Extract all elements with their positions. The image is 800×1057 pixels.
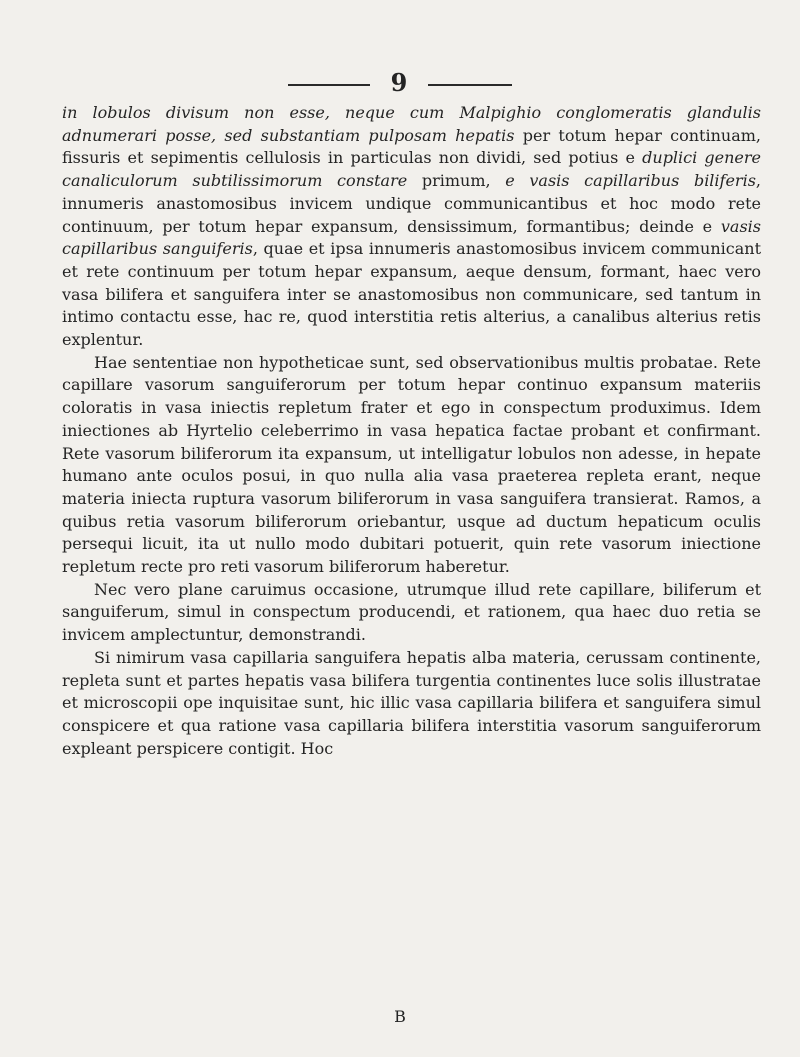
italic-text-segment: duplici genere canaliculorum subtilissimorum constare — [62, 148, 762, 191]
body-text — [62, 102, 761, 760]
text-segment: Si nimirum vasa capillaria sanguifera hepatis alba materia, cerussam continente, repleta sunt et partes hepatis vasa bilifera turgentia continentes luce solis illustratae et microscopii ope inquisitae sunt, hic illic vasa capillaria bilifera et sanguifera simul conspicere et qua ratione vasa capillaria bilifera interstitia vasorum sanguiferorum expleant perspicere contigit. Hoc — [62, 647, 761, 758]
paragraph — [62, 647, 761, 761]
italic-text-segment: e vasis capillaribus biliferis — [505, 171, 756, 191]
text-segment: per totum hepar continuam, fissuris et sepimentis cellulosis in particulas non dividi, sed potius e — [62, 125, 761, 168]
header-rule-left — [288, 84, 370, 86]
italic-text-segment: vasis capillaribus sanguiferis — [62, 216, 761, 259]
text-segment: , quae et ipsa innumeris anastomosibus invicem communicant et rete continuum per totum hepar expansum, aeque densum, formant, haec vero vasa bilifera et sanguifera inter se anastomosibus non communicare, sed tantum in intimo contactu esse, hac re, quod interstitia retis alterius, a canalibus alterius retis explentur. — [62, 239, 762, 350]
text-segment: , innumeris anastomosibus invicem undique communicantibus et hoc modo rete continuum, per totum hepar expansum, densissimum, formantibus; deinde e — [62, 171, 762, 236]
text-segment: Hae sententiae non hypotheticae sunt, sed observationibus multis probatae. Rete capillare vasorum sanguiferorum per totum hepar continuo expansum materiis coloratis in vasa iniectis repletum frater et ego in conspectum produximus. Idem iniectiones ab Hyrtelio celeberrimo in vasa hepatica factae probant et confirmant. Rete vasorum biliferorum ita expansum, ut intelligatur lobulos non adesse, in hepate humano ante oculos posui, in quo nulla alia vasa praeterea repleta erant, neque materia iniecta ruptura vasorum biliferorum in vasa sanguifera transierat. Ramos, a quibus retia vasorum biliferorum oriebantur, usque ad ductum hepaticum oculis persequi licuit, ita ut nullo modo dubitari potuerit, quin rete vasorum iniectione repletum recte pro reti vasorum biliferorum haberetur. — [62, 352, 761, 577]
paragraph — [62, 102, 761, 352]
page-header — [0, 68, 800, 98]
text-segment: Nec vero plane caruimus occasione, utrumque illud rete capillare, biliferum et sanguiferum, simul in conspectum producendi, et rationem, qua haec duo retia se invicem amplectuntur, demonstrandi. — [62, 579, 761, 645]
header-rule-right — [428, 84, 512, 86]
text-segment: primum, — [407, 171, 506, 191]
paragraph — [62, 352, 761, 579]
paragraph — [62, 579, 761, 647]
italic-text-segment: in lobulos divisum non esse, neque cum Malpighio conglomeratis glandulis adnumerari posse, sed substantiam pulposam hepatis — [62, 103, 761, 145]
signature-mark: B — [394, 1007, 406, 1026]
page-number: 9 — [390, 68, 408, 97]
